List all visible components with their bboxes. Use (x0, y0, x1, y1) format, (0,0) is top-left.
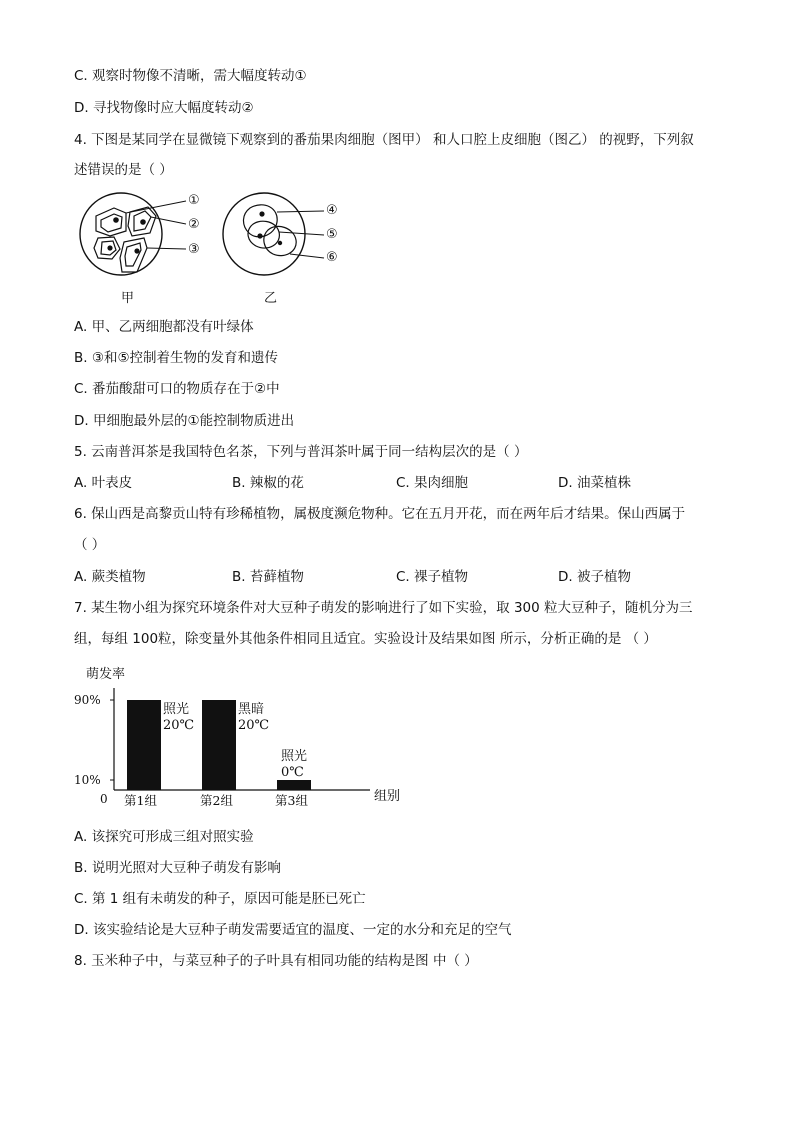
q3-option-c: C. 观察时物像不清晰，需大幅度转动① (74, 68, 307, 84)
plant-cells (94, 207, 156, 272)
q6-options (74, 568, 734, 586)
chart-bar-annotation: 黑暗 (238, 702, 265, 717)
q8-stem: 8. 玉米种子中，与菜豆种子的子叶具有相同功能的结构是图 中（ ） (74, 953, 478, 969)
q4-option-c: C. 番茄酸甜可口的物质存在于②中 (74, 381, 280, 397)
q4-option-b: B. ③和⑤控制着生物的发育和遗传 (74, 350, 279, 366)
q6-option-b: B. 苔藓植物 (232, 569, 304, 585)
chart-bar-annotation: 0℃ (281, 765, 304, 780)
chart-bar-annotation: 20℃ (238, 718, 270, 733)
q5-stem: 5. 云南普洱茶是我国特色名茶，下列与普洱茶叶属于同一结构层次的是（ ） (74, 444, 528, 460)
q5-option-a: A. 叶表皮 (74, 475, 133, 491)
q5-options (74, 474, 734, 492)
q6-stem-line1: 6. 保山西是高黎贡山特有珍稀植物，属极度濒危物种。它在五月开花，而在两年后才结果。保山西属于 (74, 506, 686, 522)
chart-category-label: 第1组 (124, 793, 157, 808)
pointer-lines-right (277, 211, 324, 258)
chart-y-tick-label: 10% (74, 773, 101, 787)
marker-3: ③ (188, 242, 200, 257)
q4-figure (74, 186, 374, 311)
chart-y-label: 萌发率 (86, 667, 126, 682)
chart-svg (70, 660, 410, 810)
q5-option-b: B. 辣椒的花 (232, 475, 304, 491)
q5-option-d: D. 油菜植株 (558, 475, 631, 491)
cheek-cells (243, 205, 296, 256)
q7-option-a: A. 该探究可形成三组对照实验 (74, 829, 254, 845)
germination-chart (70, 660, 410, 810)
marker-6: ⑥ (326, 250, 338, 265)
chart-bar-annotation: 20℃ (163, 718, 195, 733)
q7-option-d: D. 该实验结论是大豆种子萌发需要适宜的温度、一定的水分和充足的空气 (74, 922, 512, 938)
chart-origin-label: 0 (100, 792, 108, 806)
q4-option-d: D. 甲细胞最外层的①能控制物质进出 (74, 413, 295, 429)
q4-stem-line2: 述错误的是（ ） (74, 162, 173, 178)
figure-label-yi: 乙 (264, 291, 278, 306)
figure-label-jia: 甲 (121, 291, 135, 306)
chart-bar (127, 700, 161, 790)
q7-stem-line2: 组，每组 100粒，除变量外其他条件相同且适宜。实验设计及结果如图 所示，分析正确的是 （ ） (74, 631, 657, 647)
marker-4: ④ (326, 203, 338, 218)
q7-option-c: C. 第 1 组有未萌发的种子，原因可能是胚已死亡 (74, 891, 366, 907)
q7-option-b: B. 说明光照对大豆种子萌发有影响 (74, 860, 281, 876)
chart-bar-annotation: 照光 (281, 749, 308, 764)
q6-option-a: A. 蕨类植物 (74, 569, 146, 585)
chart-x-label: 组别 (374, 789, 401, 804)
chart-bar (202, 700, 236, 790)
marker-1: ① (188, 193, 200, 208)
chart-category-label: 第3组 (275, 793, 308, 808)
chart-category-label: 第2组 (200, 793, 233, 808)
chart-y-tick-label: 90% (74, 693, 101, 707)
q6-option-d: D. 被子植物 (558, 569, 631, 585)
chart-bar-annotation: 照光 (163, 702, 190, 717)
q3-option-d: D. 寻找物像时应大幅度转动② (74, 100, 254, 116)
q5-option-c: C. 果肉细胞 (396, 475, 469, 491)
q4-stem-line1: 4. 下图是某同学在显微镜下观察到的番茄果肉细胞（图甲） 和人口腔上皮细胞（图乙） 的视野，下列叙 (74, 132, 694, 148)
marker-2: ② (188, 217, 200, 232)
marker-5: ⑤ (326, 227, 338, 242)
chart-bar (277, 780, 311, 790)
q6-option-c: C. 裸子植物 (396, 569, 469, 585)
q7-stem-line1: 7. 某生物小组为探究环境条件对大豆种子萌发的影响进行了如下实验，取 300 粒大豆种子，随机分为三 (74, 600, 693, 616)
q6-stem-line2: （ ） (74, 537, 106, 553)
q4-option-a: A. 甲、乙两细胞都没有叶绿体 (74, 319, 254, 335)
pointer-lines-left (126, 201, 186, 249)
